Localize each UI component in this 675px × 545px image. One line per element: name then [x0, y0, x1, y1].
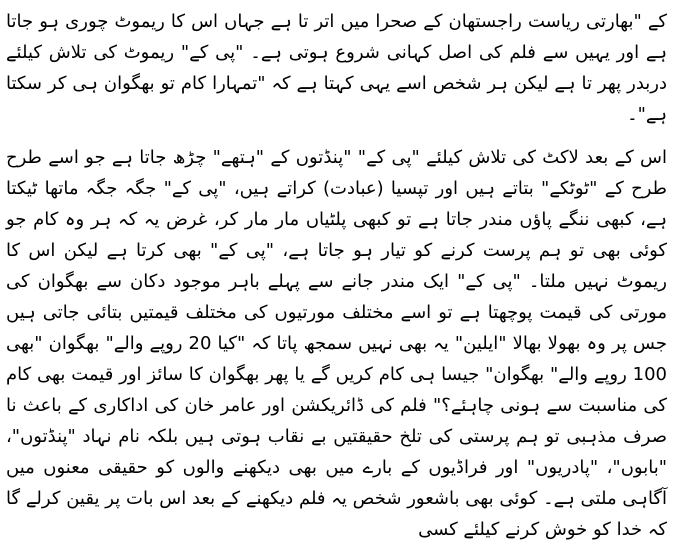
paragraph-2: اس کے بعد لاکٹ کی تلاش کیلئے "پی کے" "پنڈتوں کے "ہتھے" چڑھ جاتا ہے جو اسے طرح طرح کے "ٹوٹکے" بتاتے ہیں اور تپسیا (عبادت) کراتے ہیں، "پی کے" جگہ جگہ ماتھا ٹیکتا ہے، کبھی ننگے پاؤں مندر جاتا ہے تو کبھی پلٹیاں مار مار کر، غرض یہ کہ ہر وہ کام جو کوئی بھی تو ہم پرست کرنے کو تیار ہو جاتا ہے، "پی کے" بھی کرتا ہے لیکن اس کا ریموٹ نہیں ملتا۔ "پی کے" ایک مندر جانے سے پہلے باہر موجود دکان سے بھگوان کی مورتی کی قیمت پوچھتا ہے تو اسے مختلف مورتیوں کی مختلف قیمتیں بتائی جاتی ہیں جس پر وہ بھولا بھالا "ایلین" یہ بھی نہیں سمجھ پاتا کہ "کیا 20 روپے والے" بھگوان "بھی 100 روپے والے" بھگوان" جیسا ہی کام کریں گے یا پھر بھگوان کا سائز اور قیمت بھی کام کی مناسبت سے ہونی چاہئے؟" فلم کی ڈائریکشن اور عامر خان کی اداکاری کے باعث نا صرف مذہبی تو ہم پرستی کی تلخ حقیقتیں بے نقاب ہوتی ہیں بلکہ نام نہاد "پنڈتوں"، "بابوں"، "پادریوں" اور فراڈیوں کے بارے میں بھی دیکھنے والوں کو حقیقی معنوں میں آگاہی ملتی ہے۔ کوئی بھی باشعور شخص یہ فلم دیکھنے کے بعد اس بات پر یقین کرلے گا کہ خدا کو خوش کرنے کیلئے کسی	[6, 147, 667, 540]
paragraph-1: کے "بھارتی ریاست راجستھان کے صحرا میں اتر تا ہے جہاں اس کا ریموٹ چوری ہو جاتا ہے اور یہیں سے فلم کی اصل کہانی شروع ہوتی ہے۔ "پی کے" ریموٹ کی تلاش کیلئے دربدر پھر تا ہے لیکن ہر شخص اسے یہی کہتا ہے کہ "تمہارا کام تو بھگوان ہی کر سکتا ہے"۔	[6, 11, 668, 125]
